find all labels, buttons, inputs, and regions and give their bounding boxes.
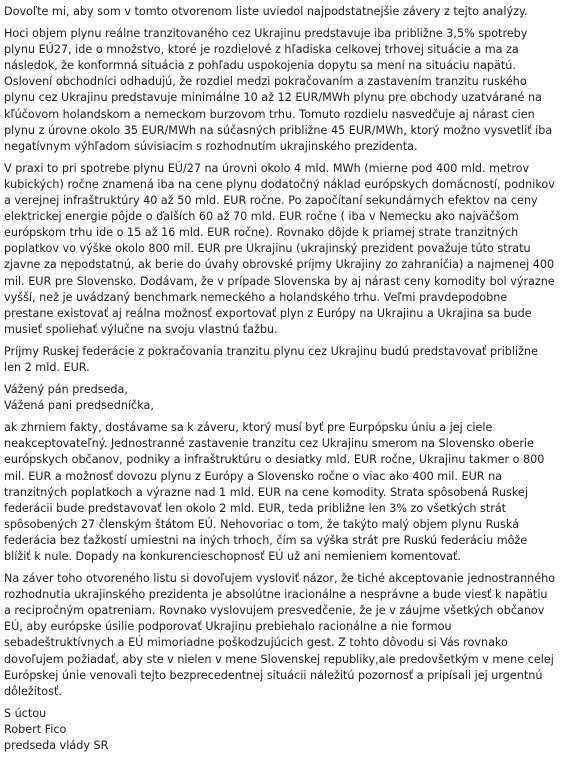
paragraph-summary: ak zhrniem fakty, dostávame sa k záveru, ktorý musí byť pre Eurpópsku úniu a jej ciele neakceptovateľný. Jednostranné zastavenie tranzitu cez Ukrajinu smerom na Slovensko oberie európskych občanov, podniky a infraštruktúru o desiatky mld. EUR ročne, Ukrajinu takmer o 800 mil. EUR a možnosť dovozu plynu z Európy a Slovensko ročne o viac ako 400 mil. EUR na tranzitných poplatkoch a výrazne nad 1 mld. EUR na cene komodity. Strata spôsobená Ruskej federácii bude predstavovať len okolo 2 mld. EUR, teda približne len 3% zo všetkých strát spôsobených 27 členským štátom EÚ. Nehovoriac o tom, že takýto malý objem plynu Ruská federácia bez ťažkostí umiestni na iných trhoch, čím sa výška strát pre Ruskú federáciu môže blížiť k nule. Dopady na konkurencieschopnosť EÚ už ani nemieniem komentovať. <box>4 421 545 563</box>
signature-name: Robert Fico <box>4 722 67 736</box>
closing-line: S úctou <box>4 706 47 720</box>
signature-block <box>4 706 556 754</box>
paragraph-russia-income: Príjmy Ruskej federácie z pokračovania tranzitu plynu cez Ukrajinu budú predstavovať približne len 2 mld. EUR. <box>4 344 538 374</box>
paragraph-conclusion: Na záver toho otvoreného listu si dovoľujem vysloviť názor, že tiché akceptovanie jednostranného rozhodnutia ukrajinského prezidenta je absolútne iracionálne a nesprávne a bude viesť k napätiu a recipročným opatreniam. Rovnako vyslovujem presvedčenie, že je v záujme všetkých občanov EÚ, aby európske úsilie podporovať Ukrajinu prebiehalo racionálne a nie formou sebadeštruktívnych a EÚ mimoriadne poškodzujúcich gest. Z tohto dôvodu si Vás rovnako dovoľujem požiadať, aby ste v nielen v mene Slovenskej republiky,ale predovšetkým v mene celej Európskej únie venovali tejto bezprecedentnej situácii náležitú pozornosť a pripísali jej urgentnú dôležitosť. <box>4 572 556 698</box>
paragraph-costs: V praxi to pri spotrebe plynu EÚ/27 na úrovni okolo 4 mld. MWh (mierne pod 400 mld. metrov kubických) ročne znamená iba na cene plynu dodatočný náklad európskych domácností, podnikov a verejnej infraštruktúry 40 až 50 mld. EUR ročne. Po započítaní sekundárnych efektov na ceny elektrickej energie pôjde o ďalších 60 až 70 mld. EUR ročne ( iba v Nemecku ako najväčšom európskom trhu ide o 15 až 16 mld. EUR ročne). Rovnako dôjde k priamej strate tranzitných poplatkov vo výške okolo 800 mil. EUR pre Ukrajinu (ukrajinský prezident považuje túto stratu zjavne za nepodstatnú, ak berie do úvahy obrovské príjmy Ukrajiny zo zahraničia) a najmenej 400 mil. EUR pre Slovensko. Dodávam, že v prípade Slovenska by aj nárast ceny komodity bol výrazne vyšší, než je uvádzaný benchmark nemeckého a holandského trhu. Veľmi pravdepodobne prestane existovať aj reálna možnosť exportovať plyn z Európy na Ukrajinu a Ukrajina sa bude musieť spoliehať výlučne na svoju vlastnú ťažbu. <box>4 161 555 336</box>
salutation-line-1: Vážený pán predseda, <box>4 383 128 397</box>
intro-paragraph: Dovoľte mi, aby som v tomto otvorenom liste uviedol najpodstatnejšie závery z tejto analýzy. <box>4 5 528 18</box>
signature-title: predseda vlády SR <box>4 739 109 753</box>
post-body <box>4 4 556 754</box>
salutation-block <box>4 382 556 414</box>
salutation-line-2: Vážená pani predsedníčka, <box>4 399 154 413</box>
paragraph-transit-volume: Hoci objem plynu reálne tranzitovaného cez Ukrajinu predstavuje iba približne 3,5% spotreby plynu EÚ27, ide o množstvo, ktoré je rozdielové z hľadiska celkovej trhovej situácie a ma za následok, že konformná situácia z pohľadu uspokojenia dopytu sa mení na situáciu napätú. Oslovení obchodníci odhadujú, že rozdiel medzi pokračovaním a zastavením tranzitu ruského plynu cez Ukrajinu predstavuje minimálne 10 až 12 EUR/MWh plynu pre obchody uzatvárané na kľúčovom holandskom a nemeckom burzovom trhu. Tomuto rozdielu nasvedčuje aj nárast cien plynu z úrovne okolo 35 EUR/MWh na súčasných približne 45 EUR/MWh, ktorý možno vysvetliť iba negatívnym výhľadom súvisiacim s rozhodnutím ukrajinského prezidenta. <box>4 27 553 153</box>
